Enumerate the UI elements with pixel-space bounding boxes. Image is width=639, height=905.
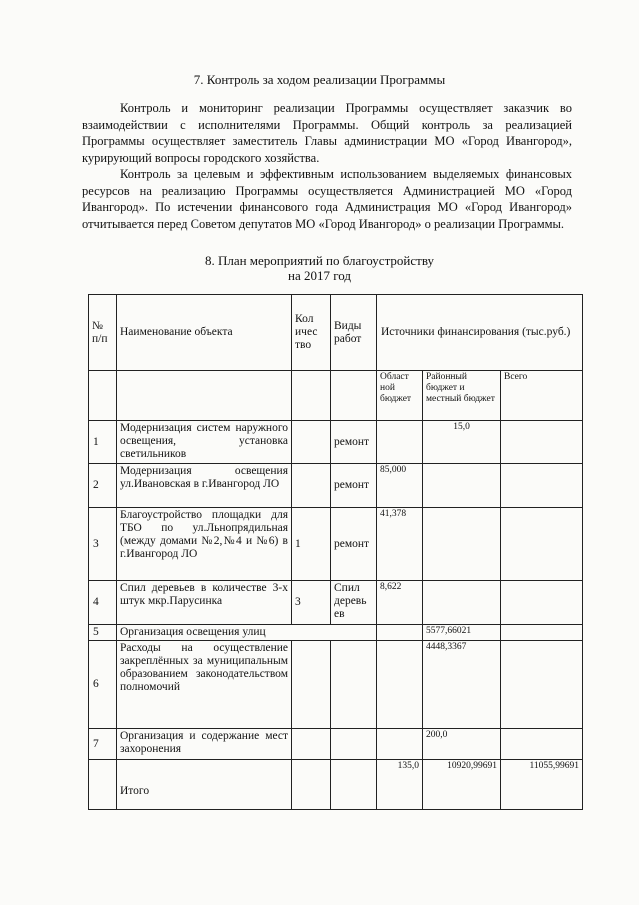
plan-table <box>88 294 583 810</box>
row-num: 2 <box>89 464 117 508</box>
row-work: ремонт <box>331 464 377 508</box>
row-qty <box>292 464 331 508</box>
section-8-title: 8. План мероприятий по благоустройству <box>204 253 435 268</box>
row-num: 4 <box>89 581 117 625</box>
row-name: Организация освещения улиц <box>117 625 377 641</box>
row-district <box>423 508 501 581</box>
row-num: 5 <box>89 625 117 641</box>
row-work: Спил деревь ев <box>331 581 377 625</box>
row-work <box>331 729 377 760</box>
row-district: 5577,66021 <box>423 625 501 641</box>
table-row <box>89 581 583 625</box>
row-name: Спил деревьев в количестве 3-х штук мкр.Парусинка <box>117 581 292 625</box>
row-num: 3 <box>89 508 117 581</box>
row-district: 4448,3367 <box>423 641 501 729</box>
total-sum: 11055,99691 <box>501 760 583 810</box>
table-row <box>89 729 583 760</box>
table-subheader-row <box>89 371 583 421</box>
subheader-total: Всего <box>501 371 583 421</box>
row-district: 200,0 <box>423 729 501 760</box>
total-regional: 135,0 <box>377 760 423 810</box>
row-num: 7 <box>89 729 117 760</box>
section-7-paragraph-2: Контроль за целевым и эффективным использованием выделяемых финансовых ресурсов на реализацию Программы осуществляется Администрацией МО «Город Ивангород». По истечении финансового года Администрация МО «Город Ивангород» отчитывается перед Советом депутатов МО «Город Ивангород» о реализации Программы. <box>82 167 572 231</box>
row-regional: 85,000 <box>377 464 423 508</box>
row-regional <box>377 729 423 760</box>
row-total <box>501 729 583 760</box>
row-total <box>501 641 583 729</box>
table-row <box>89 625 583 641</box>
table-header-row <box>89 295 583 371</box>
row-qty: 1 <box>292 508 331 581</box>
row-regional <box>377 421 423 464</box>
row-regional <box>377 641 423 729</box>
row-district: 15,0 <box>423 421 501 464</box>
table-row <box>89 421 583 464</box>
row-total <box>501 464 583 508</box>
row-qty <box>292 421 331 464</box>
row-total <box>501 625 583 641</box>
row-regional: 41,378 <box>377 508 423 581</box>
row-qty <box>292 641 331 729</box>
section-7-paragraph-1: Контроль и мониторинг реализации Программы осуществляет заказчик во взаимодействии с исполнителями Программы. Общий контроль за реализацией Программы осуществляет заместитель Главы администрации МО «Город Ивангород», курирующий вопросы городского хозяйства. <box>82 101 572 165</box>
table-total-row <box>89 760 583 810</box>
subheader-district: Районный бюджет и местный бюджет <box>423 371 501 421</box>
header-work: Виды работ <box>331 295 377 371</box>
section-7-title: 7. Контроль за ходом реализации Программы <box>193 72 446 87</box>
row-district <box>423 581 501 625</box>
header-sources: Источники финансирования (тыс.руб.) <box>377 295 583 371</box>
total-district: 10920,99691 <box>423 760 501 810</box>
row-name: Модернизация систем наружного освещения, установка светильников <box>117 421 292 464</box>
table-row <box>89 641 583 729</box>
row-total <box>501 421 583 464</box>
total-label: Итого <box>117 760 292 810</box>
header-num: № п/п <box>89 295 117 371</box>
table-row <box>89 464 583 508</box>
row-total <box>501 508 583 581</box>
header-name: Наименование объекта <box>117 295 292 371</box>
row-work <box>331 641 377 729</box>
table-row <box>89 508 583 581</box>
section-8-subtitle: на 2017 год <box>288 268 351 283</box>
row-work: ремонт <box>331 421 377 464</box>
row-work: ремонт <box>331 508 377 581</box>
row-regional: 8,622 <box>377 581 423 625</box>
row-num: 1 <box>89 421 117 464</box>
header-qty: Кол ичес тво <box>292 295 331 371</box>
row-qty <box>292 729 331 760</box>
row-name: Благоустройство площадки для ТБО по ул.Льнопрядильная (между домами №2,№4 и №6) в г.Ивангород ЛО <box>117 508 292 581</box>
row-district <box>423 464 501 508</box>
row-qty: 3 <box>292 581 331 625</box>
row-total <box>501 581 583 625</box>
row-name: Организация и содержание мест захоронения <box>117 729 292 760</box>
row-regional <box>377 625 423 641</box>
row-name: Расходы на осуществление закреплённых за муниципальным образованием законодательством полномочий <box>117 641 292 729</box>
row-num: 6 <box>89 641 117 729</box>
subheader-regional: Област ной бюджет <box>377 371 423 421</box>
row-name: Модернизация освещения ул.Ивановская в г.Ивангород ЛО <box>117 464 292 508</box>
